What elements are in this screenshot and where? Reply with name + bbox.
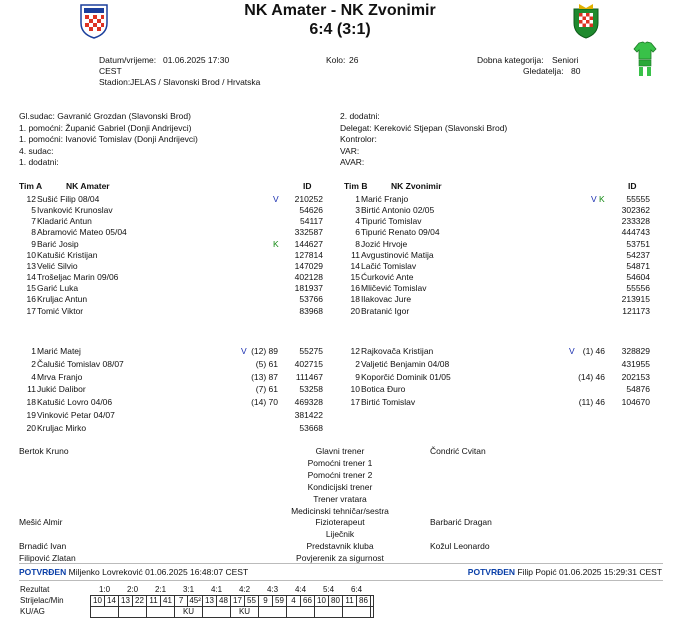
- player-number: 1: [31, 346, 36, 356]
- match-title: NK Amater - NK Zvonimir: [244, 2, 436, 19]
- result-cell: 2:1: [154, 585, 167, 594]
- kuag-cell: [259, 607, 287, 618]
- player-number: 5: [31, 205, 36, 216]
- substitution-info: (1) 46: [582, 346, 605, 356]
- scorer-minute: 48: [217, 596, 231, 607]
- scorer-row-label: Strijelac/Min: [20, 596, 64, 605]
- result-cell: 4:1: [210, 585, 223, 594]
- player-name: Mrva Franjo: [37, 371, 83, 382]
- scorer-number: 13: [203, 596, 217, 607]
- result-cell: 3:1: [182, 585, 195, 594]
- staff-away-person: Čondrić Cvitan: [430, 446, 486, 456]
- scorer-number: 10: [91, 596, 105, 607]
- player-number: 4: [355, 216, 360, 227]
- kuag-cell: [119, 607, 147, 618]
- official-line: Kontrolor:: [340, 134, 377, 145]
- player-name: Marić Franjo: [361, 194, 409, 204]
- official-line: 4. sudac:: [19, 145, 54, 156]
- staff-role: Pomoćni trener 2: [307, 469, 373, 480]
- player-name: Garić Luka: [37, 283, 79, 294]
- player-id: 53258: [299, 384, 323, 395]
- team-a-id-header: ID: [303, 181, 312, 191]
- kuag-cell: [91, 607, 119, 618]
- player-name: Trošeljac Marin 09/06: [37, 272, 119, 283]
- player-name: Koporčić Dominik 01/05: [361, 371, 451, 382]
- datetime-value: 01.06.2025 17:30: [163, 55, 230, 65]
- result-cell: 4:3: [266, 585, 279, 594]
- player-number: 2: [31, 358, 36, 369]
- official-line: Delegat: Kereković Stjepan (Slavonski Brod): [340, 122, 508, 133]
- divider: [19, 580, 663, 581]
- player-name: Jukić Dalibor: [37, 384, 86, 395]
- scorer-minute: 55: [245, 596, 259, 607]
- player-id: 55555: [626, 194, 650, 204]
- kit-jersey-icon: [633, 41, 657, 77]
- substitution-info: (12) 89: [251, 346, 278, 356]
- staff-role: Liječnik: [325, 529, 355, 540]
- player-number: 1: [355, 194, 360, 204]
- player-number: 16: [26, 294, 36, 305]
- player-name: Tipurić Tomislav: [361, 216, 422, 227]
- scorer-minute: 45²: [189, 596, 201, 605]
- scorer-minute: 86: [357, 596, 371, 607]
- player-id: 55275: [299, 346, 323, 356]
- player-name: Avgustinović Matija: [361, 249, 434, 260]
- official-line: 2. dodatni:: [340, 111, 380, 121]
- datetime-label: Datum/vrijeme:: [99, 55, 157, 65]
- player-number: 13: [26, 260, 36, 271]
- player-number: 19: [26, 410, 36, 420]
- kuag-cell: [203, 607, 231, 618]
- player-number: 18: [26, 397, 36, 408]
- staff-role: Predstavnik kluba: [306, 541, 374, 552]
- kuag-cell: [287, 607, 315, 618]
- player-id: 332587: [294, 227, 323, 238]
- officials-right: [340, 111, 507, 169]
- staff-home-person: Brnadić Ivan: [19, 541, 67, 552]
- player-id: 121173: [622, 305, 650, 316]
- confirm-away-label: POTVRĐEN: [467, 567, 516, 577]
- player-id: 233328: [621, 216, 650, 227]
- player-id: 181937: [294, 283, 323, 294]
- player-number: 11: [27, 384, 36, 395]
- staff-role: Fizioterapeut: [315, 517, 365, 528]
- player-number: 8: [31, 227, 36, 238]
- player-id: 328829: [621, 346, 650, 356]
- staff-home-person: Bertok Kruno: [19, 446, 69, 456]
- goalkeeper-mark: V: [241, 346, 247, 356]
- player-number: 8: [355, 238, 360, 249]
- timezone-value: CEST: [99, 66, 122, 76]
- result-cell: 5:4: [322, 585, 335, 594]
- team-b-name: NK Zvonimir: [391, 181, 442, 191]
- category-label: Dobna kategorija:: [477, 55, 544, 65]
- player-id: 54626: [299, 205, 323, 216]
- player-id: 54604: [626, 272, 650, 283]
- player-name: Tipurić Renato 09/04: [361, 227, 440, 238]
- team-a-name: NK Amater: [66, 181, 110, 191]
- player-name: Ilakovac Jure: [361, 294, 412, 305]
- player-number: 18: [350, 294, 360, 305]
- player-id: 144627: [294, 238, 323, 249]
- stadium-value: JELAS / Slavonski Brod / Hrvatska: [130, 77, 261, 87]
- substitution-info: (5) 61: [255, 358, 278, 369]
- player-name: Ivanković Krunoslav: [37, 205, 113, 216]
- player-number: 9: [355, 371, 360, 382]
- kuag-cell: [147, 607, 175, 618]
- confirm-away: [468, 567, 662, 577]
- player-id: 55556: [626, 283, 650, 294]
- result-cell: 4:4: [294, 585, 307, 594]
- scorer-number: 9: [259, 596, 273, 607]
- scorer-number: 10: [315, 596, 329, 607]
- result-cell: 2:0: [126, 585, 139, 594]
- player-name: Kruljac Antun: [37, 294, 88, 305]
- player-number: 9: [31, 238, 36, 249]
- player-name: Barić Josip: [37, 238, 79, 249]
- scorer-number: 11: [147, 596, 161, 607]
- player-id: 54237: [626, 249, 650, 260]
- empty-cell: [371, 596, 374, 607]
- official-line: 1. dodatni:: [19, 157, 59, 168]
- player-name: Botica Đuro: [361, 384, 406, 395]
- staff-home-person: Mešić Almir: [19, 517, 63, 528]
- player-number: 7: [31, 216, 36, 227]
- player-id: 381422: [294, 410, 323, 420]
- round-label: Kolo:: [326, 55, 346, 65]
- divider: [19, 563, 663, 564]
- player-id: 469328: [294, 397, 323, 408]
- scorer-minute: 59: [273, 596, 287, 607]
- kuag-cell: KU: [175, 607, 203, 618]
- player-id: 202153: [621, 371, 650, 382]
- official-line: AVAR:: [340, 157, 365, 168]
- player-number: 2: [355, 358, 360, 369]
- player-number: 11: [351, 249, 360, 260]
- result-cell: 1:0: [98, 585, 111, 594]
- scorer-minute: 41: [161, 596, 175, 607]
- player-number: 6: [355, 227, 360, 238]
- player-number: 17: [350, 397, 360, 408]
- kuag-cell: KU: [231, 607, 259, 618]
- player-name: Ćurković Ante: [361, 272, 414, 283]
- team-b-label: Tim B: [344, 181, 368, 191]
- player-id: 302362: [621, 205, 650, 216]
- player-id: 444743: [621, 227, 650, 238]
- player-name: Čalušić Tomislav 08/07: [37, 358, 124, 369]
- spectators-value: 80: [571, 66, 581, 76]
- player-name: Bratanić Igor: [361, 305, 410, 316]
- player-id: 402715: [294, 358, 323, 369]
- player-id: 431955: [621, 358, 650, 369]
- player-number: 15: [350, 272, 360, 283]
- player-name: Katušić Kristijan: [37, 249, 98, 260]
- result-row-label: Rezultat: [20, 585, 50, 595]
- player-name: Velić Silvio: [37, 260, 78, 271]
- team-b-id-header: ID: [628, 181, 637, 191]
- kuag-row-label: KU/AG: [20, 607, 45, 616]
- official-line: 1. pomoćni: Županić Gabriel (Donji Andrijevci): [19, 122, 192, 133]
- staff-away-person: Barbarić Dragan: [430, 517, 492, 528]
- round-value: 26: [349, 55, 359, 65]
- player-name: Katušić Lovro 04/06: [37, 397, 113, 408]
- result-cell: 6:4: [350, 585, 363, 594]
- staff-role: Povjerenik za sigurnost: [296, 553, 384, 564]
- player-id: 402128: [294, 272, 323, 283]
- player-number: 3: [355, 205, 360, 216]
- player-name: Kruljac Mirko: [37, 422, 87, 433]
- staff-home-person: Filipović Zlatan: [19, 553, 76, 564]
- substitution-info: (7) 61: [255, 384, 278, 395]
- player-id: 147029: [294, 260, 323, 271]
- player-id: 53766: [299, 294, 323, 305]
- player-number: 14: [350, 260, 360, 271]
- staff-role: Pomoćni trener 1: [307, 457, 373, 468]
- player-number: 12: [350, 346, 360, 356]
- staff-role: Trener vratara: [313, 493, 367, 504]
- confirm-home: [19, 567, 248, 577]
- player-number: 16: [350, 283, 360, 294]
- player-id: 127814: [294, 249, 323, 260]
- staff-role: Glavni trener: [315, 446, 365, 456]
- officials-left: [19, 111, 198, 169]
- scorer-number: 17: [231, 596, 245, 607]
- player-number: 4: [31, 371, 36, 382]
- player-name: Jozić Hrvoje: [361, 238, 408, 249]
- player-number: 17: [26, 305, 36, 316]
- team-a-label: Tim A: [19, 181, 43, 191]
- confirm-home-text: Miljenko Lovreković 01.06.2025 16:48:07 CEST: [68, 567, 249, 577]
- player-id: 210252: [294, 194, 323, 204]
- player-number: 12: [26, 194, 36, 204]
- player-number: 10: [26, 249, 36, 260]
- player-number: 10: [350, 384, 360, 395]
- scorer-number: 13: [119, 596, 133, 607]
- player-id: 53668: [299, 422, 323, 433]
- player-number: 20: [26, 422, 36, 433]
- goalkeeper-mark: V: [591, 194, 600, 204]
- player-id: 104670: [621, 397, 650, 408]
- player-name: Sušić Filip 08/04: [37, 194, 100, 204]
- stadium-label: Stadion:: [99, 77, 131, 87]
- kuag-cell: [343, 607, 371, 618]
- player-id: 54871: [626, 260, 650, 271]
- scorer-minute: 22: [133, 596, 147, 607]
- player-number: 20: [350, 305, 360, 316]
- player-name: Birtić Tomislav: [361, 397, 416, 408]
- confirm-away-text: Filip Popić 01.06.2025 15:29:31 CEST: [517, 567, 662, 577]
- official-line: VAR:: [340, 145, 360, 156]
- player-name: Kladarić Antun: [37, 216, 92, 227]
- empty-cell: [371, 607, 374, 618]
- captain-mark: K: [599, 194, 605, 204]
- scorer-number: 11: [343, 596, 357, 607]
- kuag-cell: [315, 607, 343, 618]
- player-id: 54876: [626, 384, 650, 395]
- spectators-label: Gledatelja:: [523, 66, 564, 76]
- player-id: 53751: [626, 238, 650, 249]
- player-id: 83968: [299, 305, 323, 316]
- player-name: Vinković Petar 04/07: [37, 410, 115, 420]
- match-score: 6:4 (3:1): [309, 21, 371, 38]
- player-name: Valjetić Benjamin 04/08: [361, 358, 450, 369]
- category-value: Seniori: [552, 55, 579, 65]
- confirm-home-label: POTVRĐEN: [19, 567, 67, 577]
- captain-mark: K: [273, 238, 279, 249]
- scorer-minute: 66: [301, 596, 315, 607]
- scorer-minute: 14: [105, 596, 119, 607]
- staff-away-person: Kožul Leonardo: [430, 541, 490, 552]
- goalkeeper-mark: V: [569, 346, 575, 356]
- player-id: 213915: [621, 294, 650, 305]
- scoreline-table: [19, 585, 374, 618]
- scorer-number: 4: [287, 596, 301, 607]
- player-name: Lačić Tomislav: [361, 260, 417, 271]
- player-number: 15: [26, 283, 36, 294]
- official-line: 1. pomoćni: Ivanović Tomislav (Donji Andrijevci): [19, 134, 198, 145]
- official-line: Gl.sudac: Gavranić Grozdan (Slavonski Brod): [19, 111, 191, 121]
- staff-role: Medicinski tehničar/sestra: [291, 505, 389, 516]
- goalkeeper-mark: V: [273, 194, 279, 204]
- player-name: Tomić Viktor: [37, 305, 84, 316]
- substitution-info: (11) 46: [578, 397, 605, 408]
- player-number: 14: [26, 272, 36, 283]
- player-name: Marić Matej: [37, 346, 81, 356]
- player-id: 54117: [299, 216, 323, 227]
- scorer-minute: 80: [329, 596, 343, 607]
- staff-role: Kondicijski trener: [307, 481, 373, 492]
- substitution-info: (14) 46: [578, 371, 605, 382]
- player-name: Rajkovača Kristijan: [361, 346, 434, 356]
- substitution-info: (13) 87: [251, 371, 278, 382]
- player-name: Abramović Mateo 05/04: [37, 227, 127, 238]
- substitution-info: (14) 70: [251, 397, 278, 408]
- player-id: 111467: [295, 371, 323, 382]
- player-name: Birtić Antonio 02/05: [361, 205, 435, 216]
- scorer-number: 7: [175, 596, 188, 607]
- result-cell: 4:2: [238, 585, 251, 594]
- player-name: Mličević Tomislav: [361, 283, 427, 294]
